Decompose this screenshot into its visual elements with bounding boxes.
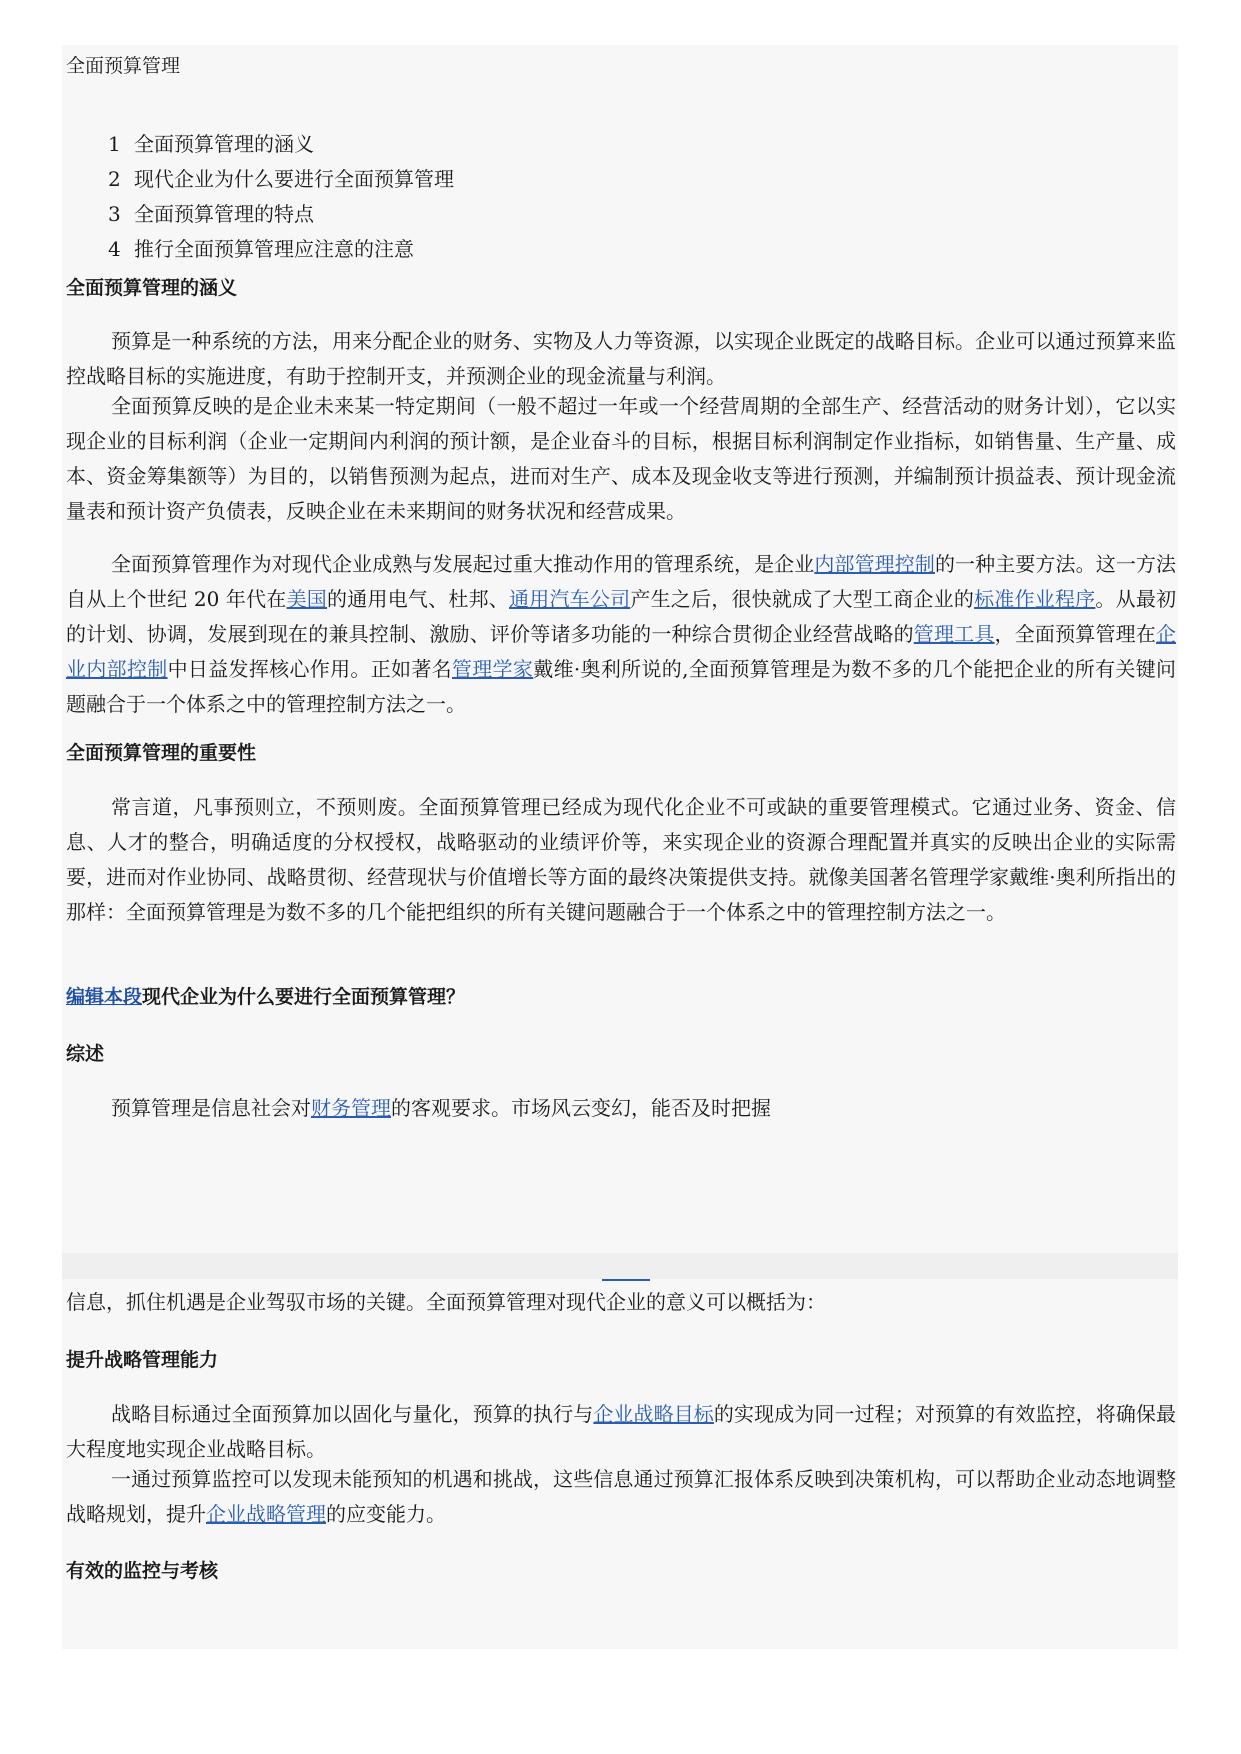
paragraph: 全面预算管理作为对现代企业成熟与发展起过重大推动作用的管理系统，是企业内部管理控制的一种主要方法。这一方法自从上个世纪 20 年代在美国的通用电气、杜邦、通用汽车公司产生之后，很快就成了大型工商企业的标准作业程序。从最初的计划、协调，发展到现在的兼具控制、激励、评价等诸多功能的一种综合贯彻企业经营战略的管理工具，全面预算管理在企业内部控制中日益发挥核心作用。正如著名管理学家戴维·奥利所说的,全面预算管理是为数不多的几个能把企业的所有关键问题融合于一个体系之中的管理控制方法之一。 <box>66 552 1177 716</box>
section-heading-importance: 全面预算管理的重要性 <box>66 742 257 764</box>
link-general-motors[interactable]: 通用汽车公司 <box>509 587 631 611</box>
link-management-scholar[interactable]: 管理学家 <box>451 657 534 681</box>
paragraph: 常言道，凡事预则立，不预则废。全面预算管理已经成为现代化企业不可或缺的重要管理模式。它通过业务、资金、信息、人才的整合，明确适度的分权授权，战略驱动的业绩评价等，来实现企业的资源合理配置并真实的反映出企业的实际需要，进而对作业协同、战略贯彻、经营现状与价值增长等方面的最终决策提供支持。就像美国著名管理学家戴维·奥利所指出的那样：全面预算管理是为数不多的几个能把组织的所有关键问题融合于一个体系之中的管理控制方法之一。 <box>66 795 1176 924</box>
section-heading-why: 编辑本段现代企业为什么要进行全面预算管理？ <box>66 986 466 1008</box>
paragraph: 预算管理是信息社会对财务管理的客观要求。市场风云变幻，能否及时把握 <box>111 1096 771 1120</box>
subheading-strategy: 提升战略管理能力 <box>66 1349 219 1371</box>
link-enterprise-internal-control[interactable]: 企业内部控制 <box>66 622 1177 681</box>
toc-item[interactable]: 1 全面预算管理的涵义 <box>108 132 314 156</box>
subheading-monitoring: 有效的监控与考核 <box>66 1560 219 1582</box>
link-standard-procedure[interactable]: 标准作业程序 <box>974 587 1096 611</box>
paragraph: 全面预算反映的是企业未来某一特定期间（一般不超过一年或一个经营周期的全部生产、经营活动的财务计划），它以实现企业的目标利润（企业一定期间内利润的预计额，是企业奋斗的目标，根据目标利润制定作业指标，如销售量、生产量、成本、资金筹集额等）为目的，以销售预测为起点，进而对生产、成本及现金收支等进行预测，并编制预计损益表、预计现金流量表和预计资产负债表，反映企业在未来期间的财务状况和经营成果。 <box>66 394 1176 523</box>
link-internal-control[interactable]: 内部管理控制 <box>814 552 935 576</box>
document-title: 全面预算管理 <box>66 55 181 77</box>
link-strategic-management[interactable]: 企业战略管理 <box>206 1502 326 1526</box>
section-heading-meaning: 全面预算管理的涵义 <box>66 277 238 299</box>
page-break <box>62 1253 1178 1279</box>
toc-item[interactable]: 3 全面预算管理的特点 <box>108 202 314 226</box>
link-financial-management[interactable]: 财务管理 <box>311 1096 391 1120</box>
subheading-overview: 综述 <box>66 1043 105 1065</box>
paragraph: 信息，抓住机遇是企业驾驭市场的关键。全面预算管理对现代企业的意义可以概括为： <box>66 1290 826 1314</box>
page-break-marker <box>602 1279 650 1281</box>
edit-section-link[interactable]: 编辑本段 <box>66 986 143 1008</box>
link-usa[interactable]: 美国 <box>286 587 328 611</box>
document-page <box>62 1285 1178 1647</box>
paragraph: 一通过预算监控可以发现未能预知的机遇和挑战，这些信息通过预算汇报体系反映到决策机构，可以帮助企业动态地调整战略规划，提升企业战略管理的应变能力。 <box>66 1467 1176 1526</box>
toc-item[interactable]: 2 现代企业为什么要进行全面预算管理 <box>108 167 454 191</box>
paragraph: 预算是一种系统的方法，用来分配企业的财务、实物及人力等资源，以实现企业既定的战略目标。企业可以通过预算来监控战略目标的实施进度，有助于控制开支，并预测企业的现金流量与利润。 <box>66 329 1176 388</box>
toc-item[interactable]: 4 推行全面预算管理应注意的注意 <box>108 237 414 261</box>
paragraph: 战略目标通过全面预算加以固化与量化，预算的执行与企业战略目标的实现成为同一过程；对预算的有效监控，将确保最大程度地实现企业战略目标。 <box>66 1402 1177 1461</box>
table-of-contents <box>108 127 454 267</box>
link-strategic-goal[interactable]: 企业战略目标 <box>593 1402 714 1426</box>
link-management-tool[interactable]: 管理工具 <box>913 622 995 646</box>
